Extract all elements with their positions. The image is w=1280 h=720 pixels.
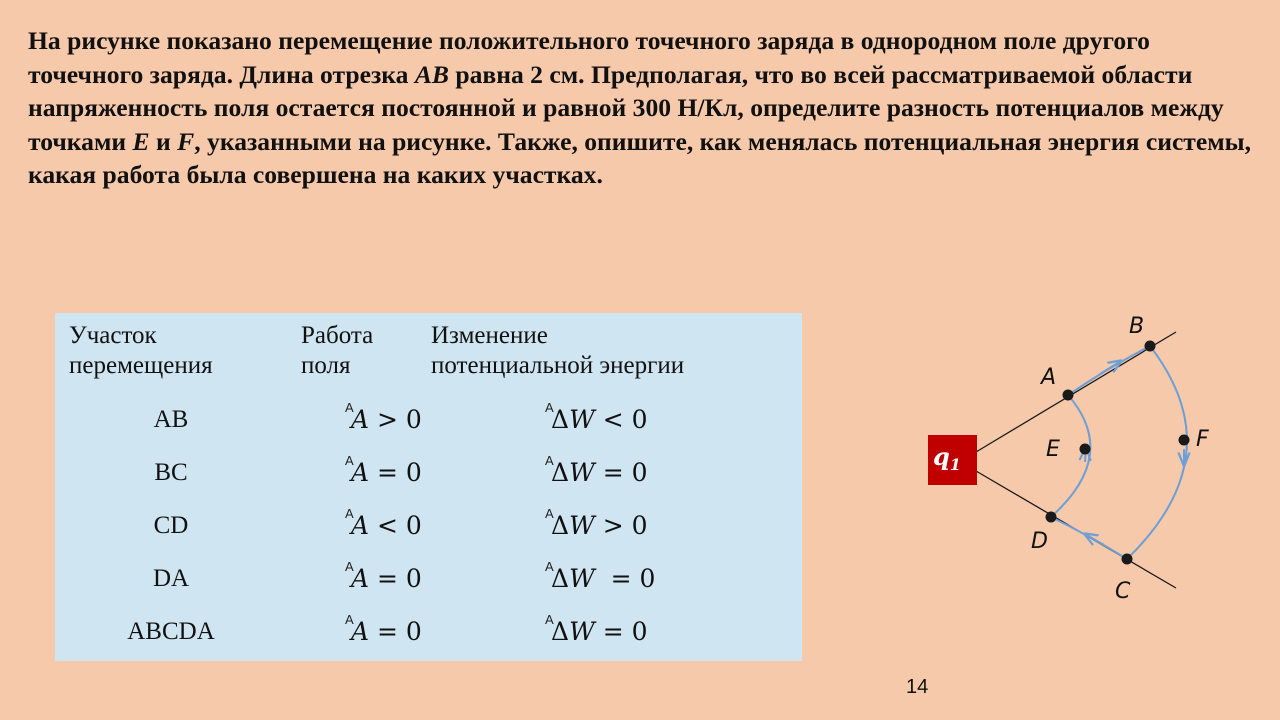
ghost-mark: A — [545, 399, 554, 415]
header-work-line2: поля — [301, 352, 351, 379]
energy-relation: = 0 — [594, 563, 656, 593]
path-ab — [1068, 346, 1150, 395]
ghost-mark: A — [545, 452, 554, 468]
energy-relation: = 0 — [594, 457, 648, 487]
delta-symbol: Δ — [551, 563, 570, 593]
delta-symbol: Δ — [551, 457, 570, 487]
energy-symbol: W — [569, 404, 595, 434]
point-a — [1063, 390, 1074, 401]
energy-symbol: W — [569, 563, 595, 593]
segment-cell: AB — [153, 405, 189, 433]
work-symbol: A — [351, 457, 370, 487]
label-point-d: D — [1031, 529, 1048, 554]
arrow-cd — [1085, 534, 1104, 545]
header-work-line1: Работа — [301, 322, 374, 349]
ghost-mark: A — [345, 505, 354, 521]
charge-q1-label: $q_1$ — [933, 442, 961, 474]
work-relation: = 0 — [369, 616, 422, 646]
ghost-mark: A — [345, 399, 354, 415]
work-symbol: A — [351, 563, 370, 593]
problem-text-part: равна 2 см. Предполагая, что во всей рассматриваемой области напряженность поля остается постоянной и равной 300 Н/Кл, определите разность потенциалов между точками — [28, 59, 1224, 156]
energy-relation: < 0 — [594, 404, 648, 434]
ghost-mark: A — [545, 611, 554, 627]
label-point-b: B — [1129, 314, 1145, 339]
label-point-f: F — [1196, 427, 1209, 452]
segment-ab-label: AB — [414, 59, 449, 89]
label-point-c: C — [1115, 579, 1131, 604]
point-f — [1179, 435, 1190, 446]
problem-text-part: На рисунке показано перемещение положительного точечного заряда в однородном поле другого точечного заряда. Длина отрезка — [28, 26, 1150, 89]
problem-text-part: , указанными на рисунке. Также, опишите, как менялась потенциальная энергия системы, какая работа была совершена на каких участках. — [28, 126, 1252, 189]
point-e — [1080, 444, 1091, 455]
point-b — [1145, 341, 1156, 352]
work-symbol: A — [351, 404, 370, 434]
work-relation: < 0 — [369, 510, 422, 540]
header-energy-line1: Изменение — [431, 322, 548, 349]
ghost-mark: A — [545, 505, 554, 521]
work-relation: > 0 — [369, 404, 422, 434]
field-line-upper — [976, 332, 1176, 452]
ghost-mark: A — [345, 611, 354, 627]
point-f-label: F — [177, 126, 195, 156]
segment-cell: ABCDA — [127, 617, 215, 645]
energy-symbol: W — [569, 457, 595, 487]
delta-symbol: Δ — [551, 616, 570, 646]
page-number: 14 — [906, 676, 929, 698]
energy-symbol: W — [569, 510, 595, 540]
ghost-mark: A — [345, 558, 354, 574]
segment-cell: CD — [153, 511, 189, 539]
problem-text-part: и — [149, 126, 178, 156]
energy-symbol: W — [569, 616, 595, 646]
header-segment-line1: Участок — [69, 322, 157, 349]
energy-relation: > 0 — [594, 510, 648, 540]
path-bc — [1127, 346, 1187, 559]
ghost-mark: A — [345, 452, 354, 468]
ghost-mark: A — [545, 558, 554, 574]
delta-symbol: Δ — [551, 404, 570, 434]
header-segment-line2: перемещения — [69, 352, 213, 379]
work-relation: = 0 — [369, 563, 422, 593]
delta-symbol: Δ — [551, 510, 570, 540]
label-point-a: A — [1041, 365, 1057, 390]
segment-cell: BC — [154, 458, 188, 486]
segment-cell: DA — [152, 564, 190, 592]
point-c — [1122, 554, 1133, 565]
point-d — [1046, 512, 1057, 523]
label-point-e: E — [1046, 437, 1060, 462]
point-e-label: E — [132, 126, 150, 156]
work-relation: = 0 — [369, 457, 422, 487]
path-cd — [1051, 517, 1127, 559]
work-symbol: A — [351, 616, 370, 646]
work-symbol: A — [351, 510, 370, 540]
energy-relation: = 0 — [594, 616, 648, 646]
header-energy-line2: потенциальной энергии — [431, 352, 685, 379]
